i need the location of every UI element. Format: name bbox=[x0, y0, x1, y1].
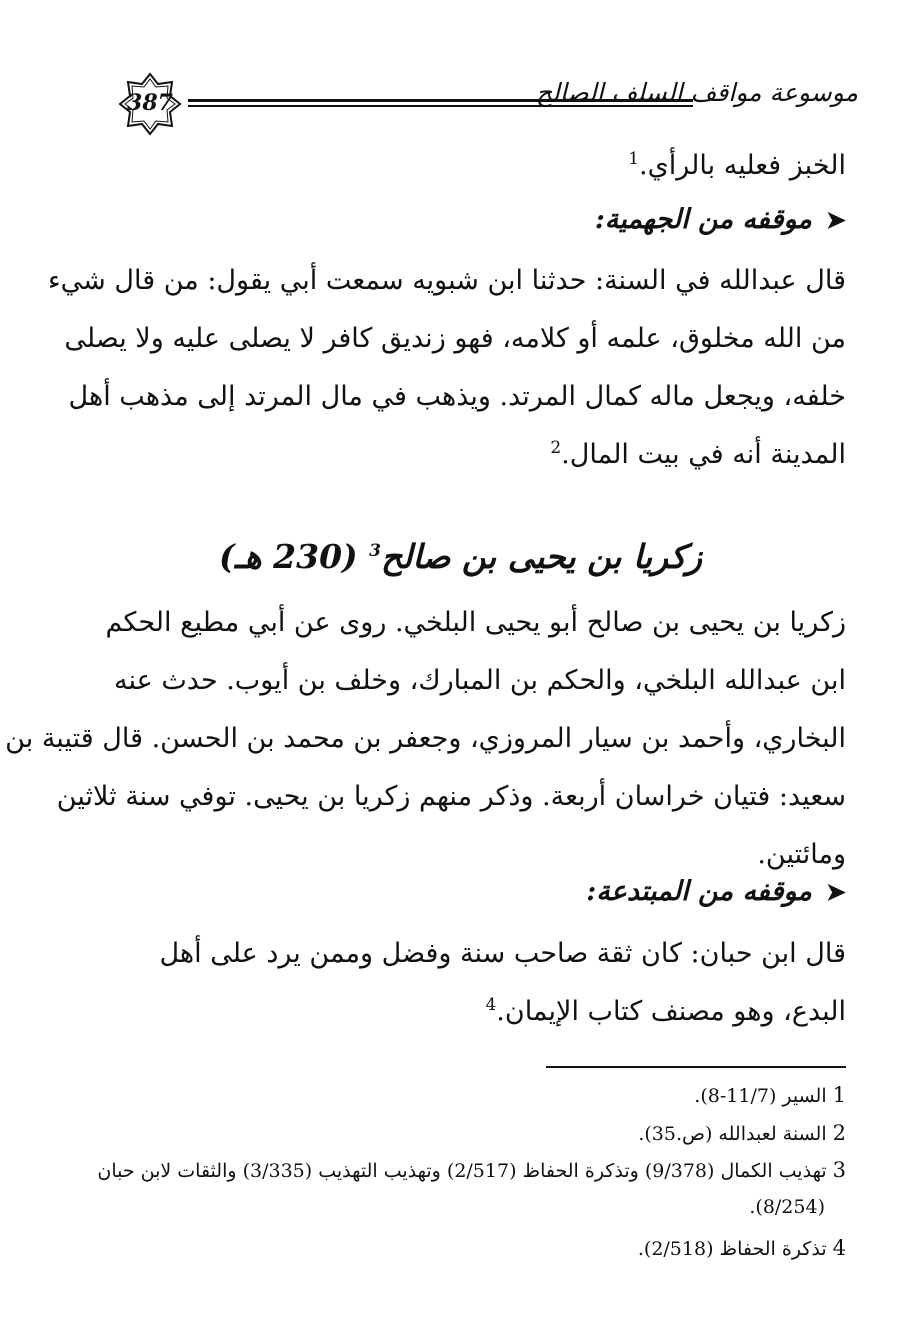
section-heading-mubtadia bbox=[586, 876, 846, 907]
death-year: (230 هـ) bbox=[218, 537, 358, 576]
footnote-number: 2 bbox=[832, 1121, 846, 1145]
text-line: زكريا بن يحيى بن صالح أبو يحيى البلخي. روى عن أبي مطيع الحكم bbox=[105, 607, 846, 638]
footnote-number: 1 bbox=[832, 1083, 846, 1107]
footnote-text: (8/254). bbox=[749, 1196, 825, 1218]
series-title: موسوعة مواقف السلف الصالح bbox=[535, 78, 858, 107]
paragraph-mubtadia bbox=[106, 925, 846, 1041]
footnote-ref: 4 bbox=[485, 995, 497, 1015]
text-line: ابن عبدالله البلخي، والحكم بن المبارك، وخلف بن أيوب. حدث عنه bbox=[114, 665, 846, 696]
text-line: قال عبدالله في السنة: حدثنا ابن شبويه سمعت أبي يقول: من قال شيء bbox=[47, 265, 846, 296]
biography-name: زكريا بن يحيى بن صالح bbox=[381, 537, 703, 576]
footnote-1 bbox=[694, 1080, 846, 1111]
continuation-line bbox=[628, 146, 846, 186]
footnote-number: 3 bbox=[832, 1158, 846, 1182]
biography-title bbox=[0, 537, 921, 576]
page-number: 387 bbox=[127, 90, 173, 116]
text-line: البخاري، وأحمد بن سيار المروزي، وجعفر بن محمد بن الحسن. قال قتيبة بن bbox=[5, 723, 846, 754]
page-header bbox=[100, 66, 858, 142]
text-line: سعيد: فتيان خراسان أربعة. وذكر منهم زكريا بن يحيى. توفي سنة ثلاثين bbox=[56, 781, 846, 812]
footnote-text: تهذيب الكمال (9/378) وتذكرة الحفاظ (2/517) وتهذيب التهذيب (3/335) والثقات لابن حبان bbox=[97, 1160, 827, 1182]
footnote-ref: 1 bbox=[628, 149, 640, 169]
footnote-text: السنة لعبدالله (ص.35). bbox=[638, 1123, 827, 1145]
text-line: من الله مخلوق، علمه أو كلامه، فهو زنديق كافر لا يصلى عليه ولا يصلى bbox=[64, 323, 846, 354]
section-heading-text: موقفه من المبتدعة: bbox=[586, 876, 812, 907]
footnote-text: السير (11/7-8). bbox=[694, 1085, 827, 1107]
footnote-4 bbox=[638, 1233, 846, 1264]
text-line: ومائتين. bbox=[757, 839, 846, 870]
footnote-number: 4 bbox=[832, 1236, 846, 1260]
section-heading-text: موقفه من الجهمية: bbox=[594, 204, 812, 235]
text-line: المدينة أنه في بيت المال.$^2$ bbox=[550, 438, 846, 470]
footnote-3 bbox=[97, 1155, 846, 1186]
text-line: خلفه، ويجعل ماله كمال المرتد. ويذهب في مال المرتد إلى مذهب أهل bbox=[68, 381, 846, 412]
footnote-ref: 2 bbox=[550, 438, 562, 458]
footnote-ref: 3 bbox=[369, 541, 381, 561]
text-line: قال ابن حبان: كان ثقة صاحب سنة وفضل وممن يرد على أهل bbox=[159, 938, 846, 969]
footnote-3-continued bbox=[749, 1192, 825, 1222]
section-heading-jahmiyya bbox=[595, 204, 846, 235]
footnote-separator bbox=[546, 1066, 846, 1068]
paragraph-jahmiyya bbox=[47, 252, 846, 484]
page-number-badge bbox=[118, 72, 182, 136]
footnote-2 bbox=[638, 1118, 846, 1149]
text-line: البدع، وهو مصنف كتاب الإيمان.$^4$ bbox=[485, 995, 846, 1027]
arrowhead-icon: ➤ bbox=[825, 877, 846, 906]
continuation-text: الخبز فعليه بالرأي. bbox=[639, 150, 846, 181]
arrowhead-icon: ➤ bbox=[825, 205, 846, 234]
paragraph-biography bbox=[5, 594, 846, 884]
footnote-text: تذكرة الحفاظ (2/518). bbox=[637, 1238, 827, 1260]
